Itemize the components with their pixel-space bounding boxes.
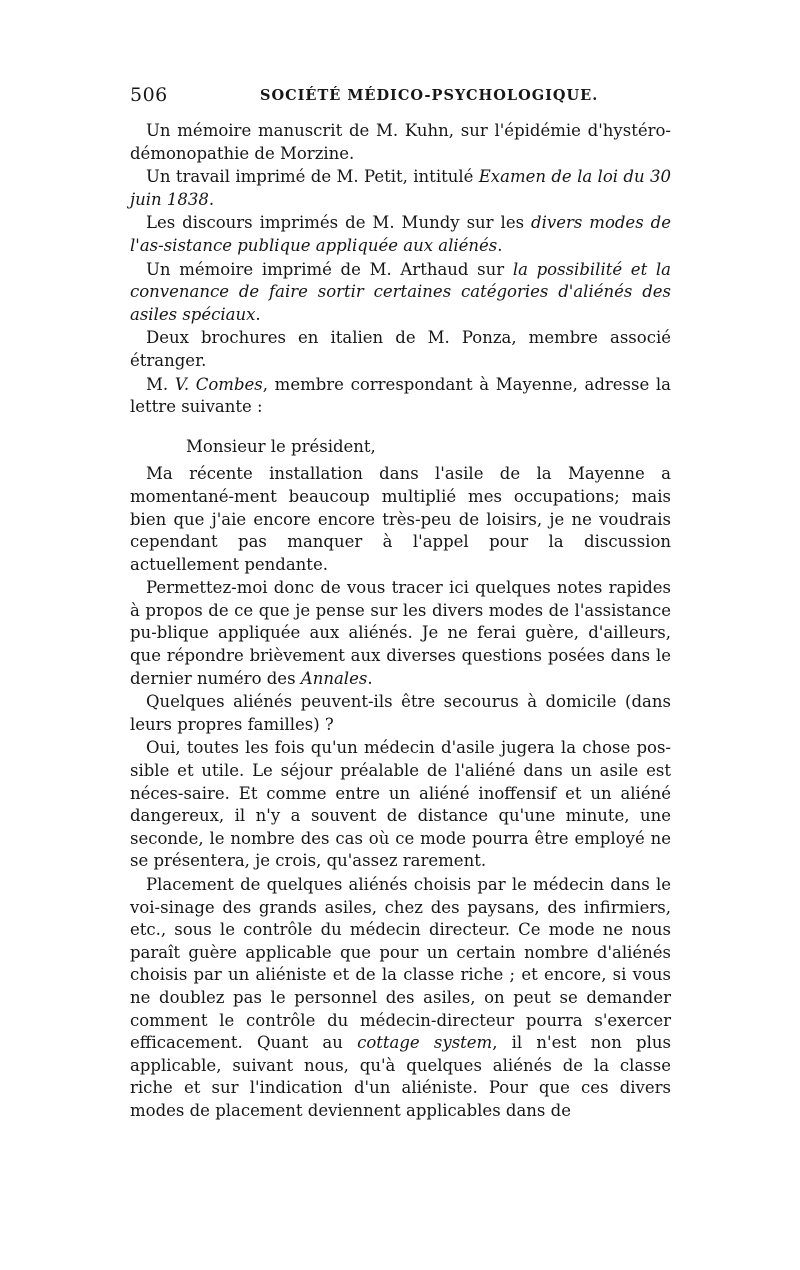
paragraph-text: Permettez-moi donc de vous tracer ici quelques notes rapides à propos de ce que je pense sur les divers modes de l'assistance pu-blique appliquée aux aliénés. Je ne ferai guère, d'ailleurs, que répondre brièvement aux diverses questions posées dans le dernier numéro des	[130, 578, 671, 688]
page-number: 506	[130, 84, 168, 106]
entry-text: Deux brochures en italien de M. Ponza, membre associé étranger.	[130, 328, 671, 370]
letter-salutation: Monsieur le président,	[186, 436, 376, 456]
journal-title-italic: Annales	[300, 668, 368, 688]
paragraph-text: Ma récente installation dans l'asile de la Mayenne a momentané-ment beaucoup multiplié mes occupations; mais bien que j'aie encore encore très-peu de loisirs, je ne voudrais cependant pas manquer à l'appel pour la discussion actuellement pendante.	[130, 464, 671, 574]
entry-text: M.	[146, 374, 175, 394]
entry-title-italic: la possibilité et la convenance de faire sortir certaines catégories d'aliénés des asiles spéciaux	[130, 259, 671, 324]
letter-paragraph	[130, 463, 671, 576]
entry-paragraph	[130, 374, 671, 419]
book-page	[130, 84, 671, 1124]
letter-paragraph	[130, 737, 671, 873]
entry-text: .	[497, 235, 503, 255]
paragraph-text: Quelques aliénés peuvent-ils être secourus à domicile (dans leurs propres familles) ?	[130, 692, 671, 734]
entry-paragraph	[130, 327, 671, 372]
entry-title-italic: Examen de la loi du 30 juin 1838	[130, 167, 671, 209]
entry-text: Un mémoire manuscrit de M. Kuhn, sur l'épidémie d'hystéro-démonopathie de Morzine.	[130, 121, 671, 163]
entry-text: , membre correspondant à Mayenne, adresse la lettre suivante :	[130, 374, 672, 417]
page-header	[130, 84, 671, 118]
paragraph-text: , il n'est non plus applicable, suivant nous, qu'à quelques aliénés de la classe riche et sur l'indication d'un aliéniste. Pour que ces divers modes de placement deviennent applicables dans de	[130, 1033, 671, 1120]
entry-text: Les discours imprimés de M. Mundy sur les	[146, 213, 532, 233]
entry-text: .	[208, 189, 215, 209]
entry-text: Un travail imprimé de M. Petit, intitulé	[146, 167, 479, 187]
letter-paragraph	[130, 874, 671, 1123]
entry-text: .	[255, 304, 261, 324]
running-title: SOCIÉTÉ MÉDICO-PSYCHOLOGIQUE.	[260, 87, 599, 104]
paragraph-text: Oui, toutes les fois qu'un médecin d'asile jugera la chose pos-sible et utile. Le séjour préalable de l'aliéné dans un asile est néces-saire. Et comme entre un aliéné inoffensif et un aliéné dangereux, il n'y a souvent de distance qu'une minute, une seconde, le nombre des cas où ce mode pourra être employé ne se présentera, je crois, qu'assez rarement.	[130, 738, 671, 871]
letter-paragraph	[130, 577, 671, 690]
term-italic: cottage system	[357, 1033, 493, 1053]
entry-paragraph	[130, 259, 671, 327]
entry-paragraph	[130, 120, 671, 165]
paragraph-text: Placement de quelques aliénés choisis par le médecin dans le voi-sinage des grands asiles, chez des paysans, des infirmiers, etc., sous le contrôle du médecin directeur. Ce mode ne nous paraît guère applicable que pour un certain nombre d'aliénés choisis par un aliéniste et de la classe riche ; et encore, si vous ne doublez pas le personnel des asiles, on peut se demander comment le contrôle du médecin-directeur pourra s'exercer efficacement. Quant au	[130, 875, 671, 1053]
entry-paragraph	[130, 212, 671, 257]
entry-title-italic: divers modes de l'as-sistance publique appliquée aux aliénés	[130, 213, 671, 255]
entry-text: Un mémoire imprimé de M. Arthaud sur	[146, 259, 513, 279]
entry-paragraph	[130, 166, 671, 211]
author-name-italic: V. Combes	[174, 374, 263, 394]
paragraph-text: .	[367, 668, 373, 688]
letter-paragraph	[130, 691, 671, 736]
